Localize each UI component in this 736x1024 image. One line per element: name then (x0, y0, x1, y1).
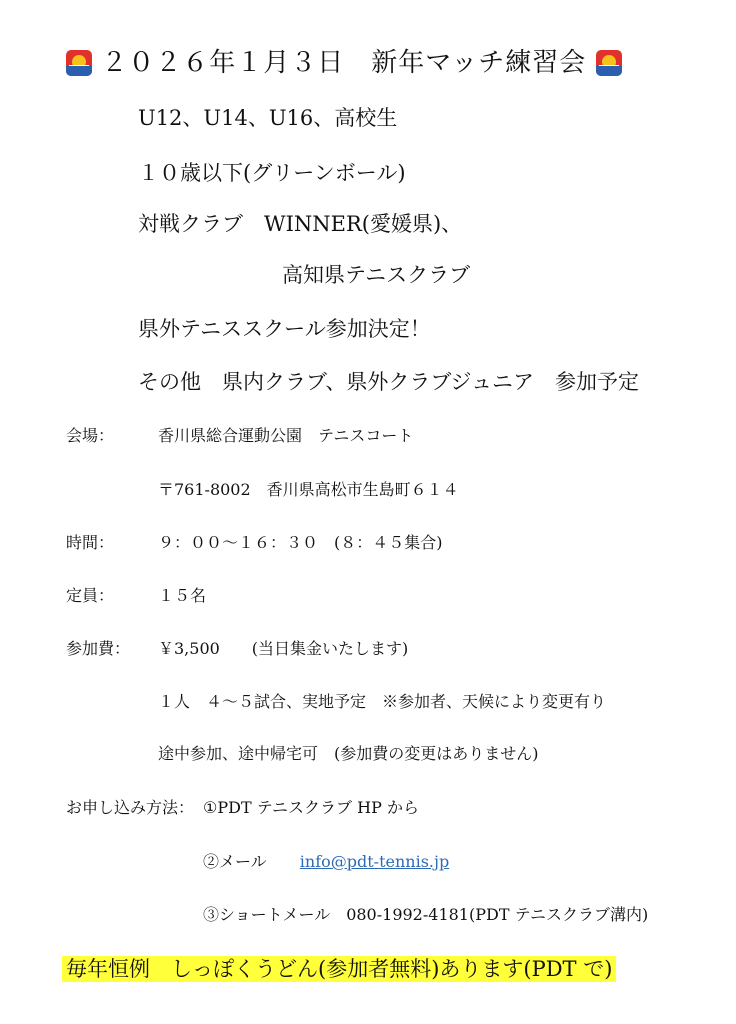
capacity-value: １５名 (158, 586, 207, 605)
apply-method-hp: ①PDT テニスクラブ HP から (203, 798, 419, 817)
apply-method-mail (203, 849, 449, 872)
apply-method-sms: ③ショートメール 080-1992-4181(PDT テニスクラブ溝内) (203, 905, 649, 924)
highlight-banner (62, 953, 616, 983)
page-title-row (66, 42, 622, 79)
capacity-label: 定員： (66, 586, 115, 605)
email-link[interactable]: info@pdt-tennis.jp (299, 852, 450, 871)
green-ball-line: １０歳以下(グリーンボール) (138, 161, 406, 185)
rising-sun-icon (596, 50, 622, 76)
fee-label: 参加費： (66, 639, 131, 658)
opponents-line-1: 対戦クラブ WINNER(愛媛県)、 (138, 212, 463, 236)
apply-label: お申し込み方法： (66, 798, 195, 817)
venue-value: 香川県総合運動公園 テニスコート (158, 426, 414, 445)
opponents-line-2: 高知県テニスクラブ (282, 263, 471, 287)
fee-value: ￥3,500 (当日集金いたします) (158, 639, 409, 658)
time-label: 時間： (66, 533, 115, 552)
rising-sun-icon (66, 50, 92, 76)
apply-mail-label: ②メール (203, 852, 267, 871)
partial-note: 途中参加、途中帰宅可 (参加費の変更はありません) (158, 744, 539, 763)
address-value: 〒761-8002 香川県高松市生島町６１４ (158, 480, 459, 499)
highlight-text: 毎年恒例 しっぽくうどん(参加者無料)あります(PDT で) (62, 956, 616, 982)
venue-label: 会場： (66, 426, 115, 445)
matches-note: １人 ４～５試合、実地予定 ※参加者、天候により変更有り (158, 692, 607, 711)
others-line: その他 県内クラブ、県外クラブジュニア 参加予定 (138, 370, 640, 394)
outside-school-line: 県外テニススクール参加決定！ (138, 317, 431, 341)
time-value: ９：００～１６：３０ (８：４５集合) (158, 533, 443, 552)
page-title: ２０２６年１月３日 新年マッチ練習会 (101, 48, 587, 78)
categories-line: U12、U14、U16、高校生 (138, 106, 398, 130)
